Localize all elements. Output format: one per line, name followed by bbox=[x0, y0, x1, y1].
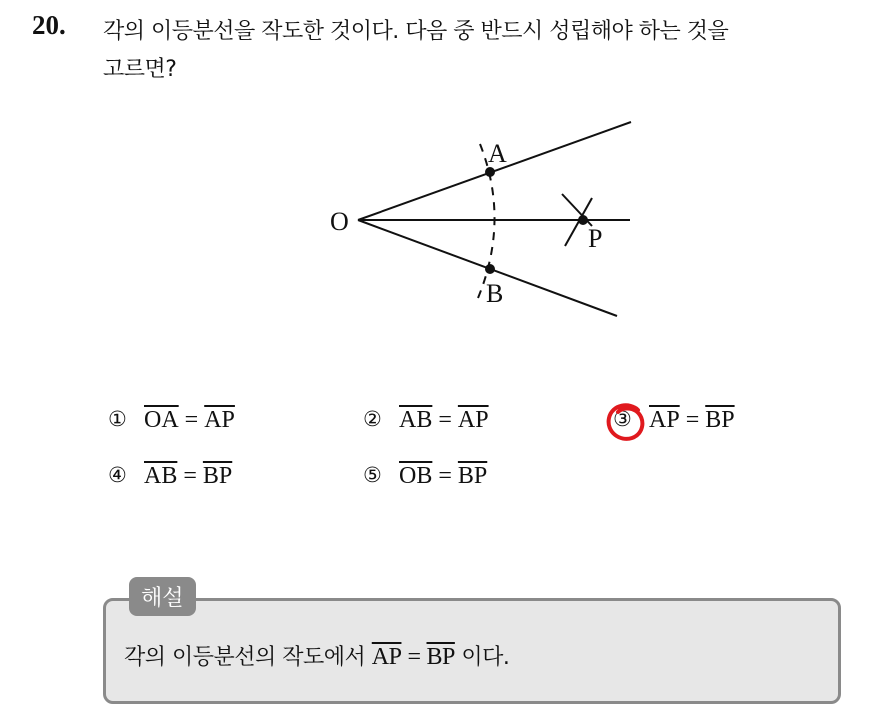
segment-lhs: $\overline{AB}$ bbox=[144, 463, 178, 489]
segment-lhs: $\overline{OB}$ bbox=[399, 463, 433, 489]
segment-rhs: $\overline{BP}$ bbox=[426, 644, 455, 670]
choice-4[interactable] bbox=[108, 463, 232, 490]
answer-circle-mark bbox=[602, 398, 650, 446]
equals-sign: = bbox=[183, 463, 197, 489]
segment-lhs: $\overline{AB}$ bbox=[399, 407, 433, 433]
equals-sign: = bbox=[685, 407, 700, 433]
choice-1[interactable] bbox=[108, 407, 235, 434]
segment-rhs: $\overline{AP}$ bbox=[204, 407, 235, 433]
question-text-line2: 고르면? bbox=[103, 57, 177, 82]
point-B bbox=[485, 264, 495, 274]
equals-sign: = bbox=[438, 407, 452, 433]
label-B: B bbox=[486, 279, 504, 308]
equals-sign: = bbox=[438, 463, 452, 489]
angle-bisector-figure bbox=[320, 110, 650, 325]
question-text-line1: 각의 이등분선을 작도한 것이다. 다음 중 반드시 성립해야 하는 것을 bbox=[103, 19, 729, 44]
choice-number: ② bbox=[363, 407, 382, 431]
segment-lhs: $\overline{AP}$ bbox=[649, 407, 680, 433]
segment-lhs: $\overline{OA}$ bbox=[144, 407, 179, 433]
choice-number: ⑤ bbox=[363, 463, 382, 487]
solution-tag: 해설 bbox=[129, 577, 196, 616]
choice-number: ③ bbox=[613, 407, 632, 431]
label-A: A bbox=[488, 139, 507, 168]
solution-text-before: 각의 이등분선의 작도에서 bbox=[124, 645, 366, 670]
segment-rhs: $\overline{BP}$ bbox=[457, 463, 488, 489]
segment-rhs: $\overline{BP}$ bbox=[202, 463, 233, 489]
equals-sign: = bbox=[184, 407, 199, 433]
equals-sign: = bbox=[407, 644, 421, 670]
segment-rhs: $\overline{BP}$ bbox=[705, 407, 735, 433]
choice-2[interactable] bbox=[363, 407, 489, 434]
solution-text-after: 이다. bbox=[461, 645, 510, 670]
label-P: P bbox=[588, 224, 603, 253]
choice-number: ④ bbox=[108, 463, 127, 487]
segment-rhs: $\overline{AP}$ bbox=[457, 407, 489, 433]
solution-text bbox=[124, 640, 509, 671]
segment-lhs: $\overline{AP}$ bbox=[371, 644, 402, 670]
choice-number: ① bbox=[108, 407, 127, 431]
point-A bbox=[485, 167, 495, 177]
question-number: 20. bbox=[32, 10, 66, 40]
label-O: O bbox=[330, 207, 349, 236]
point-P bbox=[578, 215, 588, 225]
choice-5[interactable] bbox=[363, 463, 487, 490]
